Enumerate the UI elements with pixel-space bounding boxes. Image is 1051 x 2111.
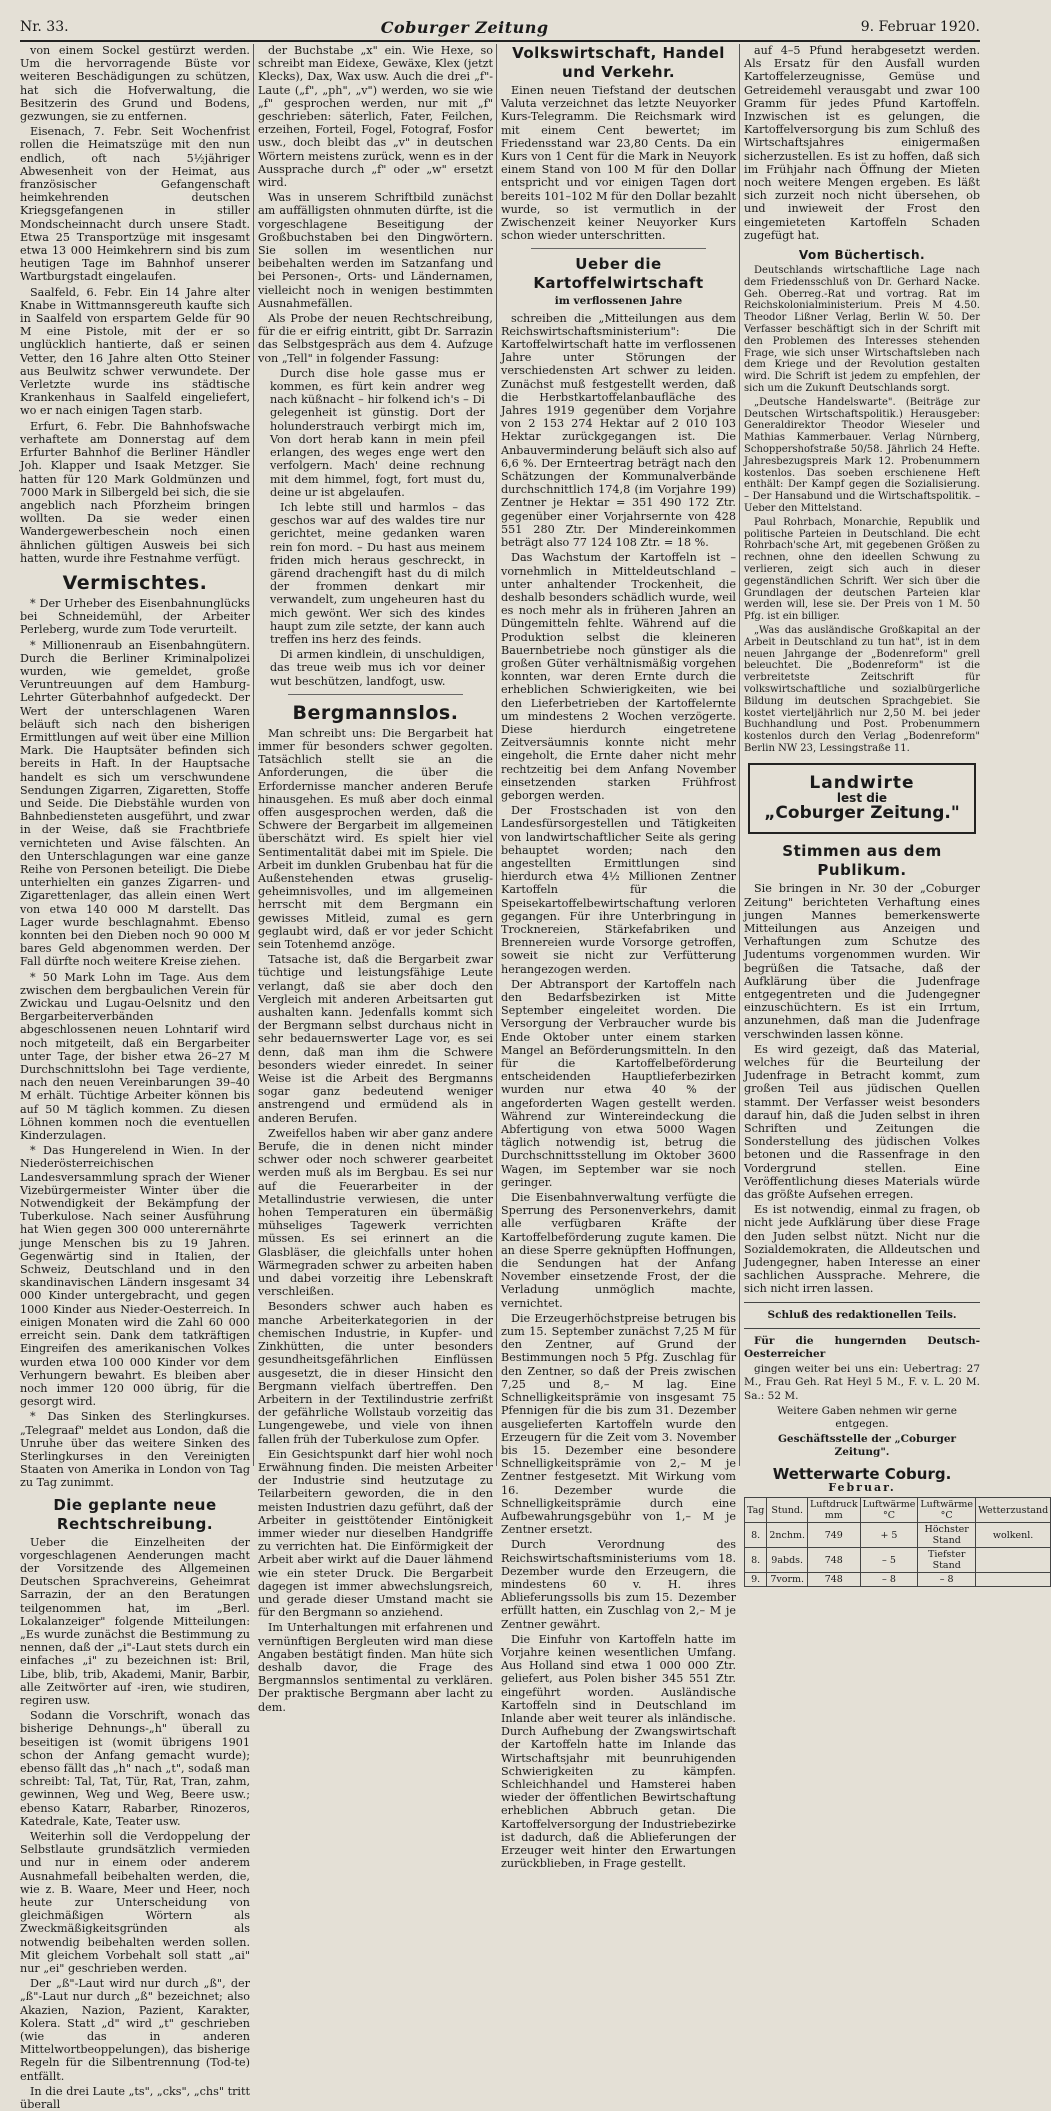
weather-cell: – 5 [860,1548,918,1573]
weather-header: Wetterzustand [976,1498,1051,1523]
article-paragraph: Das Wachstum der Kartoffeln ist – vornehmlich in Mitteldeutschland – unter anhaltender Trockenheit, die deshalb besonders schädlich wurde, weil es noch mehr als in früheren Jahren an Düngemitteln fehlte. Während auf die Produktion selbst die kleineren Bauernbetriebe noch günstiger als die großen Güter verhältnismäßig vorgehen konnten, war deren Ernte durch die erheblichen Schwierigkeiten, wie bei den Lieferbetrieben der Kartoffelernte um mindestens 2 Wochen verzögerte. Diese hierdurch eingetretene Zeitversäumnis konnte nicht mehr eingeholt, die Ernte daher nicht mehr rechtzeitig bei dem Anfang November einsetzenden starken Frühfrost geborgen werden. [501,551,736,802]
weather-header: Luftwärme °C [918,1498,976,1523]
article-paragraph: Zweifellos haben wir aber ganz andere Berufe, die in denen nicht minder schwer oder noch schwerer gearbeitet werden muß als im Bergbau. Es sei nur auf die Feuerarbeiter in der Metallindustrie verwiesen, die unter hohen Temperaturen ein übermäßig mühseliges Tagewerk verrichten müssen. Es sei erinnert an die Glasbläser, die gleichfalls unter hohen Wärmegraden schwer zu arbeiten haben und dabei vorzeitig ihre Lebenskraft verschleißen. [258,1126,493,1299]
article-paragraph: Die Einfuhr von Kartoffeln hatte im Vorjahre keinen wesentlichen Umfang. Aus Holland sind etwa 1 000 000 Ztr. geliefert, aus Polen bisher 345 551 Ztr. eingeführt worden. Ausländische Kartoffeln sind in Deutschland im Inlande aber weit teurer als inländische. Durch Aufhebung der Zwangswirtschaft der Kartoffeln hatte im Inlande das Wirtschaftsjahr mit beunruhigenden Schwierigkeiten zu kämpfen. Schleichhandel und Hamsterei haben wieder der öffentlichen Bewirtschaftung erheblichen Abbruch getan. Die Kartoffelversorgung der Industriebezirke ist dadurch, daß die Ablieferungen der Erzeuger weit hinter den Erwartungen zurückblieben, in Frage gestellt. [501,1632,736,1871]
book-review: Paul Rohrbach, Monarchie, Republik und politische Parteien in Deutschland. Die echt Rohrbach'sche Art, mit gegebenen Größen zu rechnen, ohne den ideellen Schwung zu verlieren, zeigt sich auch in dieser gegenständlichen Schrift. Wer sich über die Grundlagen der deutschen Parteien klar werden will, lese sie. Der Preis von 1 M. 50 Pfg. ist ein billiger. [744,516,980,623]
advertisement-box [748,763,976,835]
poem-stanza: Di armen kindlein, di unschuldigen, das treue weib mus ich vor deiner wut beschützen, landfogt, usw. [270,648,485,688]
article-paragraph: Weiterhin soll die Verdoppelung der Selbstlaute grundsätzlich vermieden und nur in einem oder anderem Ausnahmefall beibehalten werden, die, wie z. B. Waare, Meer und Heer, noch heute zur Unterscheidung von gleichmäßigen Wörtern als Zweckmäßigkeitsgründen als notwendig beibehalten werden sollen. Mit gleichem Vorbehalt soll statt „ai" nur „ei" geschrieben werden. [20,1830,250,1976]
weather-cell: – 8 [860,1573,918,1587]
weather-cell: – 8 [918,1573,976,1587]
weather-cell: 748 [808,1548,861,1573]
weather-title: Wetterwarte Coburg. [772,1464,952,1483]
weather-cell: Höchster Stand [918,1523,976,1548]
weather-cell: 8. [745,1523,767,1548]
news-item: * 50 Mark Lohn im Tage. Aus dem zwischen dem bergbaulichen Verein für Zwickau und Lugau-Oelsnitz und den Bergarbeiterverbänden abgeschlossenen neuen Lohntarif wird noch mitgeteilt, daß ein Bergarbeiter unter Tage, der bisher etwa 26–27 M Durchschnittslohn bei Tage verdiente, nach den neuen Vereinbarungen 39–40 M erhält. Tüchtige Arbeiter können bis auf 50 M täglich kommen. Zu diesen Löhnen kommen noch die eventuellen Kinderzulagen. [20,970,250,1143]
column-2 [258,44,493,1714]
donation-title: Für die hungernden Deutsch-Oesterreicher [744,1334,980,1361]
news-item: * Das Sinken des Sterlingkurses. „Telegraaf" meldet aus London, daß die Unruhe über das weitere Sinken des Sterlingkurses in den Vereinigten Staaten von Amerika in London von Tag zu Tag zunimmt. [20,1410,250,1490]
article-paragraph: der Buchstabe „x" ein. Wie Hexe, so schreibt man Eidexe, Gewäxe, Klex (jetzt Klecks), Dax, Wax usw. Auch die drei „f"-Laute („f", „ph", „v") werden, wo sie wie „f" gesprochen werden, nur mit „f" geschrieben: säterlich, Fater, Feilchen, erzeihen, Forteil, Fogel, Fotograf, Fosfor usw., doch bleibt das „v" in deutschen Wörtern meistens zurück, wenn es in der Aussprache durch „f" oder „w" ersetzt wird. [258,44,493,190]
weather-header: Luftwärme °C [860,1498,918,1523]
divider [744,1302,980,1303]
issue-number: Nr. 33. [20,19,69,35]
masthead [20,14,980,42]
divider [288,694,463,695]
article-paragraph: Der Abtransport der Kartoffeln nach den Bedarfsbezirken ist Mitte September eingeleitet worden. Die Versorgung der Verbraucher wurde bis Ende Oktober unter einem starken Mangel an Beförderungsmitteln. In den für die Kartoffelbeförderung entscheidenden Hauptlieferbezirken wurden nur etwa 40 % der angeforderten Wagen gestellt werden. Während zur Wintereindeckung die Abfertigung von etwa 5000 Wagen täglich notwendig ist, betrug die Durchschnittsstellung im Oktober 3600 Wagen, im September war sie noch geringer. [501,977,736,1189]
article-paragraph: Ueber die Einzelheiten der vorgeschlagenen Aenderungen macht der Vorsitzende des Allgemeinen Deutschen Sprachvereins, Geheimrat Sarrazin, der an den Beratungen teilgenommen hat, im „Berl. Lokalanzeiger" folgende Mitteilungen: „Es wurde zunächst die Bestimmung zu nennen, daß der „i"-Laut stets durch ein einfaches „i" zu bezeichnen ist: Bril, Libe, blib, trib, Akademi, Manir, Barbir, alle Zeitwörter auf -iren, wie studiren, regiren usw. [20,1535,250,1707]
divider [531,248,706,249]
end-editorial-note: Schluß des redaktionellen Teils. [767,1308,957,1321]
divider [744,1328,980,1329]
section-heading-buechertisch: Vom Büchertisch. [798,248,926,263]
section-heading-vermischtes: Vermischtes. [62,571,208,594]
weather-cell: 8. [745,1548,767,1573]
article-paragraph: Als Probe der neuen Rechtschreibung, für die er eifrig eintritt, gibt Dr. Sarrazin das Selbstgespräch aus dem 4. Aufzuge von „Tell" in folgender Fassung: [258,312,493,365]
news-item: * Der Urheber des Eisenbahnunglücks bei Schneidemühl, der Arbeiter Perleberg, wurde zum Tode verurteilt. [20,596,250,637]
donation-signature: Geschäftsstelle der „Coburger Zeitung". [777,1433,957,1459]
article-heading-kartoffel: Ueber die Kartoffelwirtschaft [533,255,704,293]
article-paragraph: Die Eisenbahnverwaltung verfügte die Sperrung des Personenverkehrs, damit alle verfügbaren Kräfte der Kartoffelbeförderung zugute kamen. Die an diese Sperre geknüpften Hoffnungen, die Sendungen hat der Anfang November einsetzende Frost, der die Verladung unmöglich machte, vernichtet. [501,1191,736,1310]
ad-line: Landwirte [809,772,915,793]
ad-line: lest die [836,790,888,805]
article-paragraph: schreiben die „Mitteilungen aus dem Reichswirtschaftsministerium": Die Kartoffelwirtschaft hatte im verflossenen Jahre unter Störungen der verschiedensten Art schwer zu leiden. Zunächst muß festgestellt werden, daß die Herbstkartoffelanbaufläche des Jahres 1919 gegenüber dem Vorjahre von 2 153 274 Hektar auf 2 010 103 Hektar zurückgegangen ist. Die Anbauverminderung beläuft sich also auf 6,6 %. Der Ernteertrag beträgt nach den Schätzungen der Kommunalverbände durchschnittlich 174,8 (im Vorjahre 199) Zentner je Hektar = 351 490 172 Ztr. gegenüber einer Vorjahrsernte von 428 551 280 Ztr. Der Mindereinkommen beträgt also 77 124 108 Ztr. = 18 %. [501,311,736,550]
column-rule [739,44,740,1466]
newspaper-title: Coburger Zeitung [380,17,549,37]
article-paragraph: auf 4–5 Pfund herabgesetzt werden. Als Ersatz für den Ausfall wurden Kartoffelerzeugnisse, Gemüse und Getreidemehl verausgabt und zwar 100 Gramm für jedes Pfund Kartoffeln. Inzwischen ist es gelungen, die Kartoffelversorgung bis zum Schluß des Wirtschaftsjahres einigermaßen sicherzustellen. Es ist zu hoffen, daß sich im Frühjahr nach Öffnung der Mieten noch weitere Mengen ergeben. Es läßt sich zurzeit noch nicht übersehen, ob und inwieweit der Frost den eingemieteten Kartoffeln Schaden zugefügt hat. [744,44,980,242]
issue-date: 9. Februar 1920. [860,19,980,35]
weather-row [745,1523,1051,1548]
section-heading-stimmen: Stimmen aus dem Publikum. [782,842,942,880]
donation-text: gingen weiter bei uns ein: Uebertrag: 27 M., Frau Geh. Rat Heyl 5 M., F. v. L. 20 M. Sa.: 52 M. [744,1363,980,1402]
article-subheading: im verflossenen Jahre [554,295,683,308]
column-rule [496,44,497,1466]
weather-cell: wolkenl. [976,1523,1051,1548]
article-paragraph: Sodann die Vorschrift, wonach das bisherige Dehnungs-„h" überall zu beseitigen ist (womit übrigens 1901 schon der Anfang gemacht wurde); ebenso fällt das „h" nach „t", sodaß man schreibt: Tal, Tat, Tür, Rat, Tran, zahm, gewinnen, Weg und Weg, Beere usw.; ebenso Katarr, Rabarber, Rinozeros, Katedrale, Kate, Teater usw. [20,1709,250,1828]
weather-cell: 749 [808,1523,861,1548]
news-item: * Das Hungerelend in Wien. In der Niederösterreichischen Landesversammlung sprach der Wiener Vizebürgermeister Winter über die Notwendigkeit der Bekämpfung der Tuberkulose. Nach seiner Ausführung hat Wien gegen 300 000 unterernährte junge Menschen bis zu 19 Jahren. Gegenwärtig sind in Italien, der Schweiz, Deutschland und in den skandinavischen Ländern insgesamt 34 000 Kinder untergebracht, und gegen 1000 Kinder aus Nieder-Oesterreich. In einigen Monaten wird die Zahl 60 000 erreicht sein. Dank dem tatkräftigen Eingreifen des amerikanischen Volkes wurden etwa 100 000 Kinder vor dem Verhungern bewahrt. Es bleiben aber noch immer 120 000 übrig, für die gesorgt wird. [20,1144,250,1409]
article-paragraph: Der „ß"-Laut wird nur durch „ß", der „ß"-Laut nur durch „ß" bezeichnet; also Akazien, Nazion, Pazient, Karakter, Kolera. Statt „d" wird „t" geschrieben (wie das in anderen Mittelwortbeoppelungen), das bisherige Regeln für die Silbentrennung (Tod-te) entfällt. [20,1977,250,2083]
weather-month: Februar. [828,1480,896,1494]
news-eisenach: Eisenach, 7. Febr. Seit Wochenfrist rollen die Heimatszüge mit den nun endlich, oft nach 5½jähriger Abwesenheit von der Heimat, aus französischer Gefangenschaft heimkehrenden deutschen Kriegsgefangenen in stiller Mondscheinnacht durch unsere Stadt. Etwa 25 Transportzüge mit insgesamt etwa 13 000 Heimkehrern sind bis zum heutigen Tage im Bahnhof unserer Wartburgstadt eingelaufen. [20,125,250,284]
donation-more: Weitere Gaben nehmen wir gerne entgegen. [777,1404,957,1431]
weather-cell: 7vorm. [767,1573,808,1587]
weather-cell: 9. [745,1573,767,1587]
weather-row [745,1548,1051,1573]
article-paragraph: Die Erzeugerhöchstpreise betrugen bis zum 15. September zunächst 7,25 M für den Zentner, auf Grund der Bestimmungen noch 5 Pfg. Zuschlag für den Zentner, so daß der Preis zwischen 7,25 und 8,– M lag. Eine Schnelligkeitsprämie von insgesamt 75 Pfennigen für die bis zum 31. Dezember ausgelieferten Kartoffeln wurde den Erzeugern für die Zeit vom 3. November bis 15. Dezember eine besondere Schnelligkeitsprämie von 2,– M je Zentner festgesetzt. Mit Wirkung vom 16. Dezember wurde die Schnelligkeitsprämie durch eine Aufbewahrungsgebühr von 1,– M je Zentner ersetzt. [501,1311,736,1537]
weather-row [745,1573,1051,1587]
column-1 [20,44,250,2111]
weather-cell: 9abds. [767,1548,808,1573]
column-rule [253,44,254,1466]
article-paragraph: Einen neuen Tiefstand der deutschen Valuta verzeichnet das letzte Neuyorker Kurs-Telegramm. Die Reichsmark wird mit einem Cent bewertet; im Friedensstand war 23,80 Cents. Da ein Kurs von 1 Cent für die Mark in Neuyork einem Stand von 100 M für den Dollar entspricht und vor einigen Tagen dort bereits 101–102 M für den Dollar bezahlt wurde, so ist vermutlich in der Zwischenzeit keiner Neuyorker Kurs schon wieder unterschritten. [501,84,736,243]
book-review: Deutschlands wirtschaftliche Lage nach dem Friedensschluß von Dr. Gerhard Nacke. Geh. Oberreg.-Rat und vortrag. Rat im Reichskolonialministerium. Preis M 4.50. Theodor Lißner Verlag, Berlin W. 50. Der Verfasser beschäftigt sich in der Schrift mit den Problemen des Interesses stehenden Frage, wie sich unser Wirtschaftsleben nach dem Kriege und der Revolution gestalten wird. Die Schrift ist jedem zu empfehlen, der sich um die Zukunft Deutschlands sorgt. [744,265,980,395]
weather-table [744,1497,1051,1587]
weather-cell: 748 [808,1573,861,1587]
article-heading-bergmannslos: Bergmannslos. [292,701,459,724]
weather-cell [976,1548,1051,1573]
article-paragraph: Besonders schwer auch haben es manche Arbeiterkategorien in der chemischen Industrie, in Kupfer- und Zinkhütten, die unter besonders gesundheitsgefährlichen Einflüssen ausgesetzt, die in dieser Hinsicht den Bergmann vielfach übertreffen. Den Arbeitern in der Textilindustrie zerfrißt der gefährliche Wollstaub vorzeitig das Lungengewebe, und viele von ihnen fallen früh der Tuberkulose zum Opfer. [258,1300,493,1446]
article-paragraph: In die drei Laute „ts", „cks", „chs" tritt überall [20,2084,250,2111]
column-4 [744,44,1049,1586]
poem-stanza: Durch dise hole gasse mus er kommen, es fürt kein andrer weg nach küßnacht – hir folkend ich's – Di gelegenheit ist günstig. Dort der holunderstrauch verbirgt mich im, Von dort herab kann in mein pfeil erlangen, des weges enge wert den verfolgern. Mach' deine rechnung mit dem himmel, fogt, fort must du, deine ur ist abgelaufen. [270,366,485,499]
article-paragraph: Tatsache ist, daß die Bergarbeit zwar tüchtige und leistungsfähige Leute verlangt, daß sie aber doch den Vergleich mit anderen Arbeitsarten gut aushalten kann. Jedenfalls kommt sich der Bergmann selbst durchaus nicht in sehr bedauernswerter Lage vor, es sei denn, daß man ihm die Schwere besonders wieder einredet. In seiner Weise ist die Arbeit des Bergmanns sogar ganz bedeutend weniger anstrengend und ermüdend als in anderen Berufen. [258,953,493,1125]
section-heading-volkswirtschaft: Volkswirtschaft, Handel und Verkehr. [512,44,725,81]
weather-cell: Tiefster Stand [918,1548,976,1573]
weather-header: Stund. [767,1498,808,1523]
article-paragraph: Was in unserem Schriftbild zunächst am auffälligsten ohnmuten dürfte, ist die vorgeschlagene Beseitigung der Großbuchstaben bei den Dingwörtern. Sie sollen im wesentlichen nur beibehalten werden im Satzanfang und bei Personen-, Orts- und Ländernamen, vielleicht noch in wenigen bestimmten Ausnahmefällen. [258,191,493,310]
news-item: * Millionenraub an Eisenbahngütern. Durch die Berliner Kriminalpolizei wurden, wie gemeldet, große Veruntreuungen auf dem Hamburg-Lehrter Güterbahnhof aufgedeckt. Der Wert der unterschlagenen Waren beläuft sich nach den bisherigen Ermittlungen auf weit über eine Million Mark. Die Hauptsäter befinden sich bereits in Haft. In der Hauptsache handelt es sich um verschwundene Sendungen Zigarren, Zigaretten, Stoffe und Seide. Die Diebstähle wurden von Bahnbediensteten ausgeführt, und zwar in der Weise, daß sie Frachtbriefe vernichteten und Avise fälschten. An den Unterschlagungen war eine ganze Reihe von Personen beteiligt. Die Diebe unterhielten ein ganzes Zigarren- und Zigarettenlager, das allein einen Wert von etwa 140 000 M darstellt. Das Lager wurde beschlagnahmt. Ebenso konnten bei den Dieben noch 90 000 M bares Geld abgenommen werden. Der Fall dürfte noch weitere Kreise ziehen. [20,638,250,969]
poem-stanza: Ich lebte still und harmlos – das geschos war auf des waldes tire nur gerichtet, meine gedanken waren rein fon mord. – Du hast aus meinem friden mich heraus geschreckt, in gärend drachengift hast du di milch der frommen denkart mir verwandelt, zum ungeheuren hast du mich gewönt. Wer sich des kindes haupt zum zile setzte, der kann auch treffen ins herz des feinds. [270,500,485,646]
article-heading-rechtschreibung: Die geplante neue Rechtschreibung. [53,1495,217,1533]
article-paragraph: Ein Gesichtspunkt darf hier wohl noch Erwähnung finden. Die meisten Arbeiter der Industrie sind heutzutage zu Teilarbeitern geworden, die in den meisten Industrien dazu geführt, daß der Arbeiter in geisttötender Eintönigkeit immer wieder nur dieselben Handgriffe zu verrichten hat. Die Einförmigkeit der Arbeit aber wirkt auf die Dauer lähmend wie ein steter Druck. Die Bergarbeit dagegen ist immer abwechslungsreich, und gerade dieser Umstand macht sie für den Bergmann so anziehend. [258,1447,493,1620]
news-erfurt: Erfurt, 6. Febr. Die Bahnhofswache verhaftete am Donnerstag auf dem Erfurter Bahnhof die Berliner Händler Joh. Klapper und Isaak Metzger. Sie hatten für 120 Mark Goldmünzen und 7000 Mark in Silbergeld bei sich, die sie angeblich nach Pforzheim bringen wollten. Da sie weder einen Wandergewerbeschein noch einen ähnlichen gültigen Ausweis bei sich hatten, wurde ihre Festnahme verfügt. [20,419,250,565]
letter-paragraph: Es ist notwendig, einmal zu fragen, ob nicht jede Aufklärung über diese Frage den Juden selbst nützt. Nicht nur die Sozialdemokraten, die Alldeutschen und Judengegner, haben Interesse an einer sachlichen Aussprache. Mehrere, die sich nicht irren lassen. [744,1203,980,1296]
weather-header: Luftdruck mm [808,1498,861,1523]
ad-line: „Coburger Zeitung." [764,803,960,824]
weather-cell: + 5 [860,1523,918,1548]
article-paragraph: Der Frostschaden ist von den Landesfürsorgestellen und Tätigkeiten von landwirtschaftlicher Seite als gering behauptet worden; nach den angestellten Ermittlungen sind hierdurch etwa 4½ Millionen Zentner Kartoffeln für die Speisekartoffelbewirtschaftung verloren gegangen. Für ihre Unterbringung in Trocknereien, Stärkefabriken und Brennereien wurde Vorsorge getroffen, soweit sie nicht zur Verfütterung herangezogen werden. [501,804,736,976]
article-paragraph: Durch Verordnung des Reichswirtschaftsministeriums vom 18. Dezember wurde den Erzeugern, die mindestens 60 v. H. ihres Ablieferungssolls bis zum 15. Dezember erfüllt hatten, ein Zuschlag von 2,– M je Zentner gewährt. [501,1538,736,1631]
article-paragraph: Im Unterhaltungen mit erfahrenen und vernünftigen Bergleuten wird man diese Angaben bestätigt finden. Man hüte sich deshalb davor, die Frage des Bergmannslos sentimental zu verklären. Der praktische Bergmann aber lacht zu dem. [258,1621,493,1714]
weather-header: Tag [745,1498,767,1523]
book-review: „Was das ausländische Großkapital an der Arbeit in Deutschland zu tun hat", ist in dem neuen Jahrgange der „Bodenreform" grell beleuchtet. Die „Bodenreform" ist die verbreitetste Zeitschrift für volkswirtschaftliche und sozialbürgerliche Bildung im deutschen Sprachgebiet. Sie kostet vierteljährlich nur 2,50 M. bei jeder Buchhandlung und Post. Probenummern kostenlos durch den Verlag „Bodenreform" Berlin NW 23, Lessingstraße 11. [744,624,980,754]
weather-cell: 2nchm. [767,1523,808,1548]
article-paragraph: von einem Sockel gestürzt werden. Um die hervorragende Büste vor weiteren Beschädigungen zu schützen, hat sich die Hofverwaltung, die Besitzerin des Grund und Bodens, gezwungen, sie zu entfernen. [20,44,250,124]
letter-paragraph: Sie bringen in Nr. 30 der „Coburger Zeitung" berichteten Verhaftung eines jungen Mannes bemerkenswerte Mitteilungen aus Anzeigen und Verhaftungen zum Schutze des Judentums vorgenommen wurden. Wir begrüßen die Tatsache, daß der Aufklärung über die Judenfrage entgegentreten und die Judengegner einzuschüchtern. Es ist ein Irrtum, anzunehmen, daß man die Judenfrage verschwinden lassen könne. [744,882,980,1041]
news-saalfeld: Saalfeld, 6. Febr. Ein 14 Jahre alter Knabe in Wittmannsgereuth kaufte sich in Saalfeld von erspartem Gelde für 90 M eine Pistole, mit der er so unglücklich hantierte, daß er seinen Vetter, den 16 Jahre alten Otto Steiner aus Beulwitz schwer verwundete. Der Verletzte wurde ins städtische Krankenhaus in Saalfeld eingeliefert, wo er nach einigen Tagen starb. [20,285,250,418]
book-review: „Deutsche Handelswarte". (Beiträge zur Deutschen Wirtschaftspolitik.) Herausgeber: Generaldirektor Theodor Wieseler und Mathias Kammerbauer. Verlag Nürnberg, Schoppershofstraße 50/58. Jährlich 24 Hefte. Jahresbezugspreis Mark 12. Probenummern kostenlos. Das soeben erschienene Heft enthält: Der Kampf gegen die Sozialisierung. – Der Hansabund und die Wirtschaftspolitik. – Ueber den Mittelstand. [744,396,980,514]
letter-paragraph: Es wird gezeigt, daß das Material, welches für die Beurteilung der Judenfrage in Betracht kommt, zum großen Teil aus jüdischen Quellen stammt. Der Verfasser weist besonders darauf hin, daß die Juden selbst in ihren Schriften und Zeitungen die Sonderstellung des jüdischen Volkes betonen und die Rassenfrage in den Vordergrund stellen. Eine Veröffentlichung dieses Materials würde das größte Aufsehen erregen. [744,1042,980,1201]
column-3 [501,44,736,1871]
weather-cell [976,1573,1051,1587]
article-paragraph: Man schreibt uns: Die Bergarbeit hat immer für besonders schwer gegolten. Tatsächlich stellt sie an die Anforderungen, die über die Erfordernisse mancher anderen Berufe hinausgehen. Es muß aber doch einmal offen ausgesprochen werden, daß die Schwere der Bergarbeit im allgemeinen überschätzt wird. Es spielt hier viel Sentimentalität dabei mit im Spiele. Die Arbeit im dunklen Grubenbau hat für die Außenstehenden etwas gruselig-geheimnisvolles, und im allgemeinen herrscht mit dem Bergmann ein gewisses Mitleid, zumal es gern geglaubt wird, daß er vor jeder Schicht sein Totenhemd anzöge. [258,726,493,951]
